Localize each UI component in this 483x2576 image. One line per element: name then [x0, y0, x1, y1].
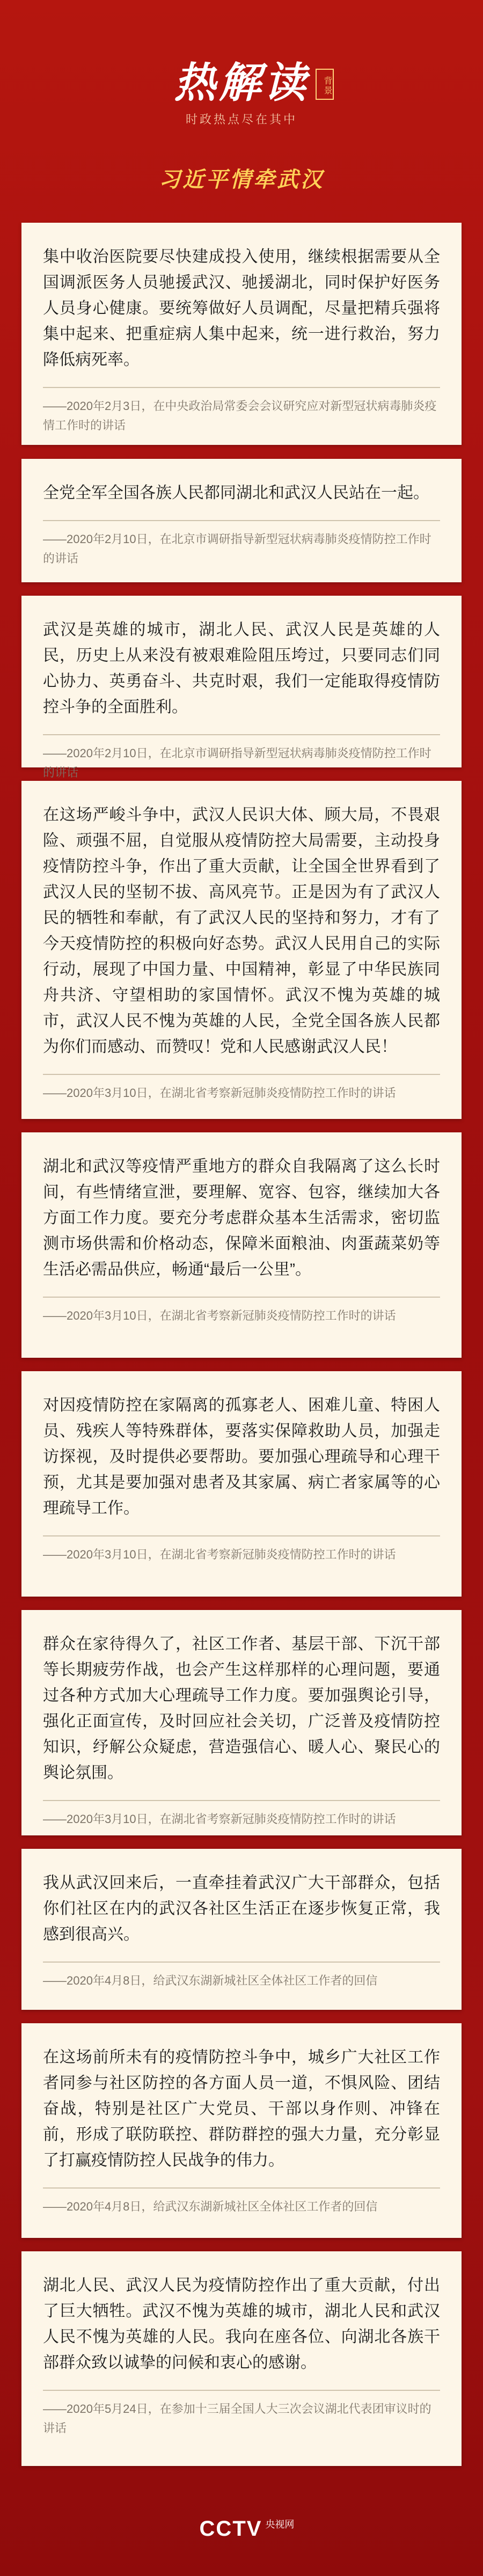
quote-card — [21, 1610, 462, 1835]
divider — [43, 1800, 440, 1801]
divider — [43, 734, 440, 735]
quote-source: ——2020年3月10日，在湖北省考察新冠肺炎疫情防控工作时的讲话 — [43, 1812, 396, 1826]
quote-card — [21, 1132, 462, 1358]
divider — [43, 520, 440, 521]
quote-card — [21, 781, 462, 1119]
divider — [43, 2390, 440, 2391]
quote-source: ——2020年2月3日，在中央政治局常委会会议研究应对新型冠状病毒肺炎疫情工作时的讲话 — [43, 399, 437, 432]
quote-source: ——2020年2月10日，在北京市调研指导新型冠状病毒肺炎疫情防控工作时的讲话 — [43, 532, 431, 565]
cctv-logo — [199, 2517, 295, 2549]
divider — [43, 1297, 440, 1298]
brand-title: 热解读 — [173, 59, 309, 107]
quote-card — [21, 223, 462, 445]
quote-source: ——2020年4月8日，给武汉东湖新城社区全体社区工作者的回信 — [43, 1974, 378, 1987]
divider — [43, 387, 440, 388]
quote-card — [21, 596, 462, 779]
quote-card — [21, 2023, 462, 2238]
brand-block — [145, 59, 338, 140]
quote-text: 湖北人民、武汉人民为疫情防控作出了重大贡献，付出了巨大牺牲。武汉不愧为英雄的城市，湖北人民和武汉人民不愧为英雄的人民。我向在座各位、向湖北各族干部群众致以诚挚的问候和衷心的感谢。 — [43, 2277, 440, 2372]
quote-text: 我从武汉回来后，一直牵挂着武汉广大干部群众，包括你们社区在内的武汉各社区生活正在逐步恢复正常，我感到很高兴。 — [43, 1874, 440, 1943]
quote-text: 湖北和武汉等疫情严重地方的群众自我隔离了这么长时间，有些情绪宣泄，要理解、宽容、包容，继续加大各方面工作力度。要充分考虑群众基本生活需求，密切监测市场供需和价格动态，保障米面粮油、肉蛋蔬菜奶等生活必需品供应，畅通“最后一公里”。 — [43, 1158, 440, 1278]
quote-text: 在这场前所未有的疫情防控斗争中，城乡广大社区工作者同参与社区防控的各方面人员一道，不惧风险、团结奋战，特别是社区广大党员、干部以身作则、冲锋在前，形成了联防联控、群防群控的强大力量，充分彰显了打赢疫情防控人民战争的伟力。 — [43, 2048, 440, 2169]
divider — [43, 1074, 440, 1075]
quote-source: ——2020年3月10日，在湖北省考察新冠肺炎疫情防控工作时的讲话 — [43, 1548, 396, 1561]
brand-badge: 背景 — [316, 69, 334, 100]
quote-text: 武汉是英雄的城市，湖北人民、武汉人民是英雄的人民，历史上从来没有被艰难险阻压垮过，只要同志们同心协力、英勇奋斗、共克时艰，我们一定能取得疫情防控斗争的全面胜利。 — [43, 621, 440, 716]
header — [0, 0, 483, 204]
quote-card — [21, 1371, 462, 1597]
quote-source: ——2020年5月24日，在参加十三届全国人大三次会议湖北代表团审议时的讲话 — [43, 2402, 431, 2435]
logo-sub: 央视网 — [265, 2519, 295, 2530]
quote-text: 集中收治医院要尽快建成投入使用，继续根据需要从全国调派医务人员驰援武汉、驰援湖北，同时保护好医务人员身心健康。要统筹做好人员调配，尽量把精兵强将集中起来、把重症病人集中起来，统一进行救治，努力降低病死率。 — [43, 248, 440, 369]
quote-source: ——2020年3月10日，在湖北省考察新冠肺炎疫情防控工作时的讲话 — [43, 1309, 396, 1322]
divider — [43, 1962, 440, 1963]
quote-text: 在这场严峻斗争中，武汉人民识大体、顾大局，不畏艰险、顽强不屈，自觉服从疫情防控大局需要，主动投身疫情防控斗争，作出了重大贡献，让全国全世界看到了武汉人民的坚韧不拔、高风亮节。正是因为有了武汉人民的牺牲和奉献，有了武汉人民的坚持和努力，才有了今天疫情防控的积极向好态势。武汉人民用自己的实际行动，展现了中国力量、中国精神，彰显了中华民族同舟共济、守望相助的家国情怀。武汉不愧为英雄的城市，武汉人民不愧为英雄的人民，全党全国各族人民都为你们而感动、而赞叹！党和人民感谢武汉人民！ — [43, 806, 440, 1056]
divider — [43, 1535, 440, 1536]
logo-text: CCTV — [199, 2517, 262, 2541]
quote-source: ——2020年4月8日，给武汉东湖新城社区全体社区工作者的回信 — [43, 2200, 378, 2213]
page-title: 习近平情牵武汉 — [159, 168, 324, 192]
quote-card — [21, 459, 462, 582]
quote-text: 全党全军全国各族人民都同湖北和武汉人民站在一起。 — [43, 484, 429, 502]
quote-card — [21, 2251, 462, 2466]
brand-slogan: 时政热点尽在其中 — [185, 113, 297, 126]
quote-source: ——2020年2月10日，在北京市调研指导新型冠状病毒肺炎疫情防控工作时的讲话 — [43, 747, 431, 779]
quote-text: 群众在家待得久了，社区工作者、基层干部、下沉干部等长期疲劳作战，也会产生这样那样的心理问题，要通过各种方式加大心理疏导工作力度。要加强舆论引导，强化正面宣传，及时回应社会关切，广泛普及疫情防控知识，纾解公众疑虑，营造强信心、暖人心、聚民心的舆论氛围。 — [43, 1635, 440, 1782]
quote-source: ——2020年3月10日，在湖北省考察新冠肺炎疫情防控工作时的讲话 — [43, 1086, 396, 1100]
quote-text: 对因疫情防控在家隔离的孤寡老人、困难儿童、特困人员、残疾人等特殊群体，要落实保障救助人员，加强走访探视，及时提供必要帮助。要加强心理疏导和心理干预，尤其是要加强对患者及其家属、病亡者家属等的心理疏导工作。 — [43, 1396, 440, 1517]
quote-card — [21, 1849, 462, 2010]
divider — [43, 2187, 440, 2189]
